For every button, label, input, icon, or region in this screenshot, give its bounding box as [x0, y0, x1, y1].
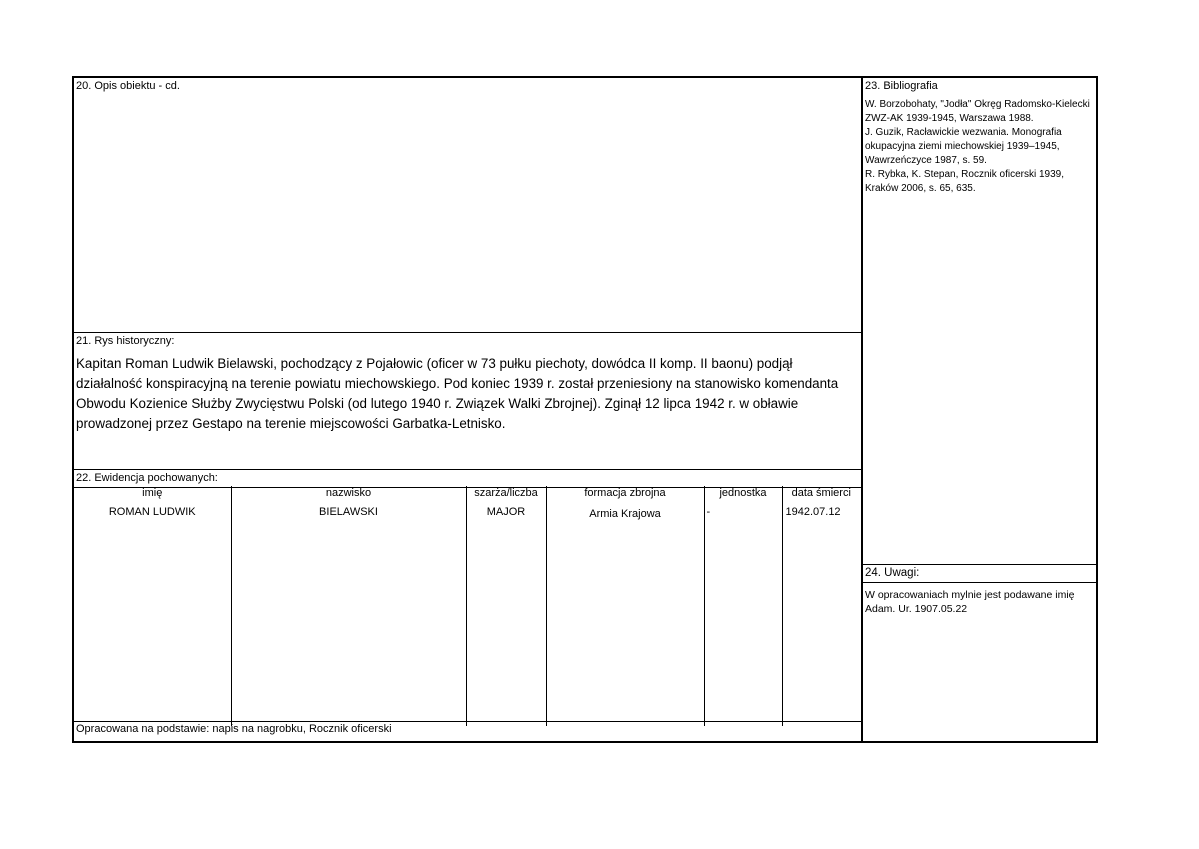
source-footer	[74, 721, 861, 741]
left-column	[74, 78, 863, 741]
right-column	[863, 78, 1096, 741]
cell-szarza: MAJOR	[466, 500, 546, 726]
cell-jednostka: -	[704, 500, 782, 726]
section-rys-historyczny	[74, 333, 861, 470]
table-header-row	[74, 486, 860, 500]
col-header-formacja: formacja zbrojna	[546, 486, 704, 500]
bibliografia-label: 23. Bibliografia	[865, 80, 938, 92]
opis-label: 20. Opis obiektu - cd.	[76, 80, 180, 92]
source-footer-text: Opracowana na podstawie: napis na nagrobku, Rocznik oficerski	[76, 723, 392, 735]
section-bibliografia	[863, 78, 1096, 565]
rys-text: Kapitan Roman Ludwik Bielawski, pochodzący z Pojałowic (oficer w 73 pułku piechoty, dowódca II komp. II baonu) podjął działalność konspiracyjną na terenie powiatu miechowskiego. Pod koniec 1939 r. został przeniesiony na stanowisko komendanta Obwodu Kozienice Służby Zwycięstwu Polski (od lutego 1940 r. Związek Walki Zbrojnej). Zginął 12 lipca 1942 r. w obławie prowadzonej przez Gestapo na terenie miejscowości Garbatka-Letnisko.	[76, 356, 839, 431]
cell-imie: ROMAN LUDWIK	[74, 500, 231, 726]
ewidencja-label: 22. Ewidencja pochowanych:	[74, 470, 861, 488]
uwagi-text: W opracowaniach mylnie jest podawane imię Adam. Ur. 1907.05.22	[865, 589, 1075, 615]
uwagi-label: 24. Uwagi:	[863, 565, 1096, 583]
cell-nazwisko: BIELAWSKI	[231, 500, 466, 726]
rys-label: 21. Rys historyczny:	[76, 335, 175, 347]
col-header-szarza: szarża/liczba	[466, 486, 546, 500]
section-uwagi	[863, 565, 1096, 741]
section-opis-obiektu	[74, 78, 861, 333]
col-header-imie: imię	[74, 486, 231, 500]
burials-table	[74, 486, 860, 726]
table-row	[74, 500, 860, 726]
section-ewidencja	[74, 470, 861, 721]
col-header-data-smierci: data śmierci	[791, 487, 851, 499]
col-header-nazwisko: nazwisko	[231, 486, 466, 500]
cell-data-smierci: 1942.07.12	[785, 506, 841, 518]
cell-formacja: Armia Krajowa	[546, 500, 704, 726]
record-card	[72, 76, 1098, 743]
bibliografia-text: W. Borzobohaty, "Jodła" Okręg Radomsko-Kielecki ZWZ-AK 1939-1945, Warszawa 1988. J. Guzik, Racławickie wezwania. Monografia okupacyjna ziemi miechowskiej 1939–1945, Wawrzeńczyce 1987, s. 59. R. Rybka, K. Stepan, Rocznik oficerski 1939, Kraków 2006, s. 65, 635.	[865, 99, 1090, 194]
col-header-jednostka: jednostka	[704, 486, 782, 500]
